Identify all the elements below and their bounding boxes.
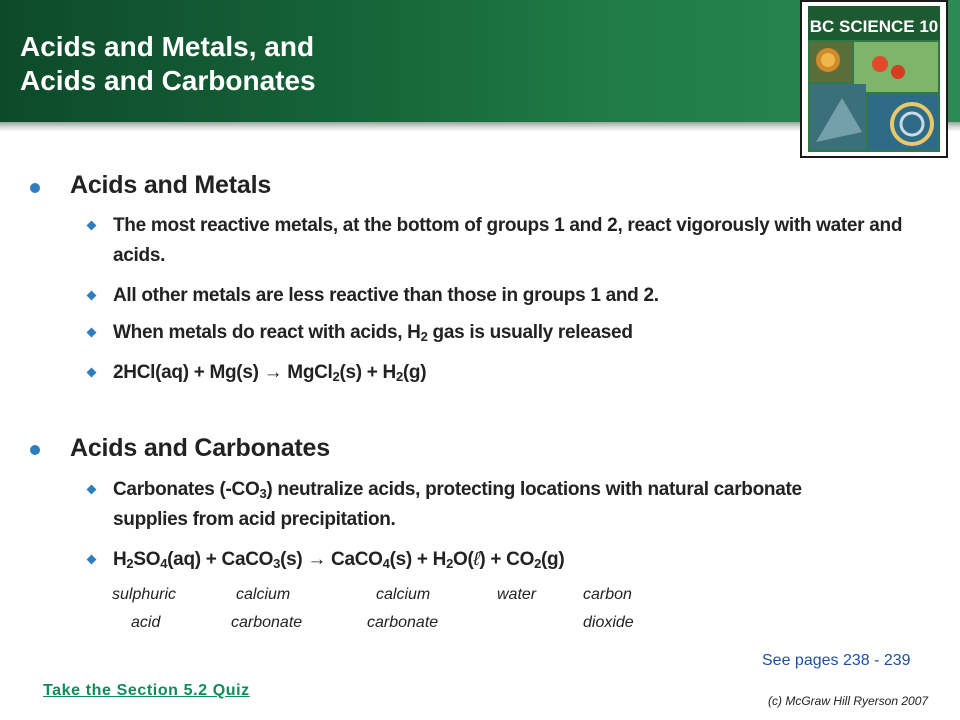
label-dioxide: dioxide	[583, 614, 634, 631]
eq-part: (s) + H	[339, 362, 396, 383]
arrow-icon: →	[307, 549, 327, 570]
carbonates-point-1	[113, 475, 833, 535]
eq-part: (s)	[280, 549, 308, 570]
label-water: water	[497, 586, 537, 603]
h2-text: When metals do react with acids, H	[113, 322, 421, 343]
eq-part: (s) + H	[389, 549, 447, 570]
section-heading-metals: Acids and Metals	[70, 171, 272, 199]
copyright-notice: (c) McGraw Hill Ryerson 2007	[768, 694, 929, 708]
eq-part: H	[113, 549, 127, 570]
eq-part: SO	[133, 549, 161, 570]
diamond-bullet-icon	[87, 555, 97, 565]
h2-tail: gas is usually released	[427, 322, 633, 343]
label-calcium-1: calcium	[236, 586, 291, 603]
diamond-bullet-icon	[87, 291, 97, 301]
eq-part: O(	[453, 549, 474, 570]
subscript: 4	[160, 556, 168, 571]
eq-part: CaCO	[326, 549, 383, 570]
eq-part: (g)	[402, 362, 427, 383]
label-carbonate-2: carbonate	[367, 614, 439, 631]
point-text: Carbonates (-CO	[113, 479, 260, 500]
diamond-bullet-icon	[87, 221, 97, 231]
title-line-1: Acids and Metals, and	[20, 31, 315, 62]
title-line-2: Acids and Carbonates	[20, 65, 316, 96]
subscript: 2	[395, 369, 403, 384]
bullet-icon	[30, 445, 40, 455]
subscript: 2	[446, 556, 454, 571]
label-sulphuric: sulphuric	[112, 586, 177, 603]
carbonates-equation	[113, 545, 913, 575]
eq-part: (g)	[541, 549, 565, 570]
see-pages-reference: See pages 238 - 239	[762, 652, 911, 669]
metals-equation	[113, 358, 913, 388]
section-quiz-link[interactable]: Take the Section 5.2 Quiz	[43, 682, 250, 699]
subscript: 3	[273, 556, 281, 571]
diamond-bullet-icon	[87, 368, 97, 378]
metals-point-1: The most reactive metals, at the bottom of groups 1 and 2, react vigorously with water and acids.	[113, 215, 903, 266]
subscript: 3	[259, 486, 267, 501]
liquid-symbol: ℓ	[473, 549, 480, 570]
eq-part: MgCl	[282, 362, 333, 383]
subscript: 2	[332, 369, 340, 384]
metals-point-2: All other metals are less reactive than those in groups 1 and 2.	[113, 285, 659, 306]
eq-part: 2HCl(aq) + Mg(s)	[113, 362, 264, 383]
section-heading-carbonates: Acids and Carbonates	[70, 434, 330, 462]
label-calcium-2: calcium	[376, 586, 431, 603]
bullet-icon	[30, 183, 40, 193]
diamond-bullet-icon	[87, 485, 97, 495]
cover-title: BC SCIENCE 10	[809, 17, 939, 36]
point-text: ) neutralize acids, protecting locations with natural carbonate supplies from acid precipitation.	[113, 479, 802, 530]
subscript: 2	[126, 556, 134, 571]
label-carbonate-1: carbonate	[231, 614, 303, 631]
label-carbon: carbon	[583, 586, 632, 603]
eq-part: ) + CO	[479, 549, 535, 570]
eq-part: (aq) + CaCO	[167, 549, 274, 570]
diamond-bullet-icon	[87, 328, 97, 338]
arrow-icon: →	[263, 362, 283, 383]
metals-point-3	[113, 318, 913, 348]
subscript: 4	[382, 556, 390, 571]
label-acid: acid	[131, 614, 161, 631]
subscript: 2	[420, 329, 428, 344]
subscript: 2	[534, 556, 542, 571]
